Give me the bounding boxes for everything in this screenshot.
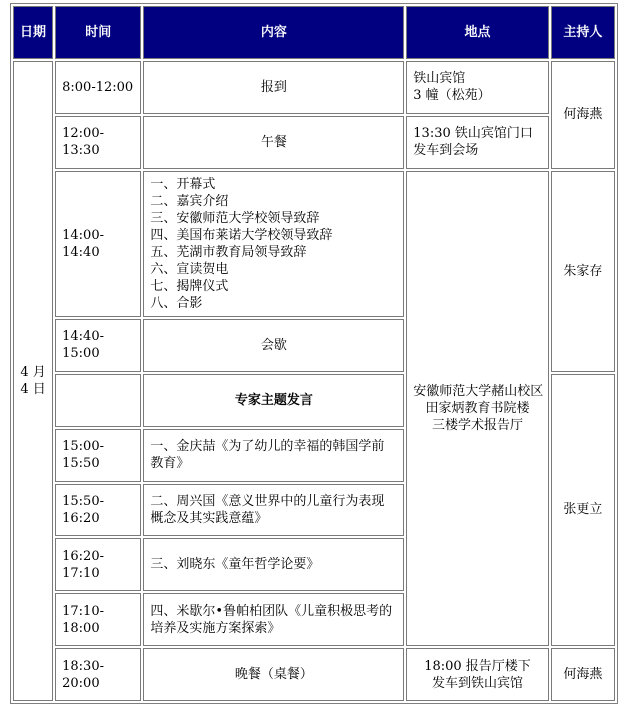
schedule-table [10, 3, 618, 704]
header-time: 时间 [55, 6, 141, 59]
table-row [13, 61, 615, 114]
host-talks: 张更立 [551, 374, 615, 646]
date-day: 4 日 [20, 381, 46, 397]
time-cell: 15:50-16:20 [55, 484, 141, 537]
content-cell: 二、周兴国《意义世界中的儿童行为表现概念及其实践意蕴》 [143, 484, 404, 537]
location-dinner [406, 648, 548, 701]
content-cell: 四、米歇尔•鲁帕柏团队《儿童积极思考的培养及实施方案探索》 [143, 593, 404, 646]
table-row [13, 171, 615, 317]
agenda-item: 八、合影 [150, 295, 203, 311]
location-line: 田家炳教育书院楼 [425, 400, 530, 416]
agenda-item: 四、美国布莱诺大学校领导致辞 [150, 227, 333, 243]
location-line: 发车到会场 [413, 143, 479, 159]
location-line: 3 幢（松苑） [413, 88, 491, 104]
header-date: 日期 [13, 6, 53, 59]
location-checkin [406, 61, 548, 114]
content-cell: 晚餐（桌餐） [143, 648, 404, 701]
header-location: 地点 [406, 6, 548, 59]
header-content: 内容 [143, 6, 404, 59]
time-cell [55, 374, 141, 427]
agenda-item: 七、揭牌仪式 [150, 278, 229, 294]
time-cell: 15:00-15:50 [55, 429, 141, 482]
time-cell: 8:00-12:00 [55, 61, 141, 114]
agenda-item: 三、安徽师范大学校领导致辞 [150, 210, 320, 226]
section-heading: 专家主题发言 [143, 374, 404, 427]
agenda-item: 二、嘉宾介绍 [150, 193, 229, 209]
agenda-item: 六、宣读贺电 [150, 261, 229, 277]
host-morning: 何海燕 [551, 61, 615, 169]
location-line: 18:00 报告厅楼下 [424, 658, 531, 674]
content-cell: 午餐 [143, 116, 404, 169]
location-venue [406, 171, 548, 647]
host-dinner: 何海燕 [551, 648, 615, 701]
location-line: 13:30 铁山宾馆门口 [413, 126, 533, 142]
header-host: 主持人 [551, 6, 615, 59]
location-line: 安徽师范大学赭山校区 [413, 383, 544, 399]
time-cell: 14:00-14:40 [55, 171, 141, 317]
date-month: 4 月 [20, 364, 46, 380]
host-opening: 朱家存 [551, 171, 615, 372]
time-cell: 18:30-20:00 [55, 648, 141, 701]
time-cell: 12:00-13:30 [55, 116, 141, 169]
agenda-item: 五、芜湖市教育局领导致辞 [150, 244, 307, 260]
header-row [13, 6, 615, 59]
content-cell: 三、刘晓东《童年哲学论要》 [143, 538, 404, 591]
content-cell [143, 171, 404, 317]
location-line: 铁山宾馆 [413, 71, 466, 87]
date-cell [13, 61, 53, 701]
time-cell: 16:20-17:10 [55, 538, 141, 591]
location-line: 发车到铁山宾馆 [432, 675, 524, 691]
time-cell: 17:10-18:00 [55, 593, 141, 646]
content-cell: 一、金庆喆《为了幼儿的幸福的韩国学前教育》 [143, 429, 404, 482]
content-cell: 报到 [143, 61, 404, 114]
location-line: 三楼学术报告厅 [432, 417, 524, 433]
table-row [13, 648, 615, 701]
location-lunch [406, 116, 548, 169]
content-cell: 会歇 [143, 319, 404, 372]
table-row [13, 116, 615, 169]
time-cell: 14:40-15:00 [55, 319, 141, 372]
agenda-item: 一、开幕式 [150, 176, 216, 192]
